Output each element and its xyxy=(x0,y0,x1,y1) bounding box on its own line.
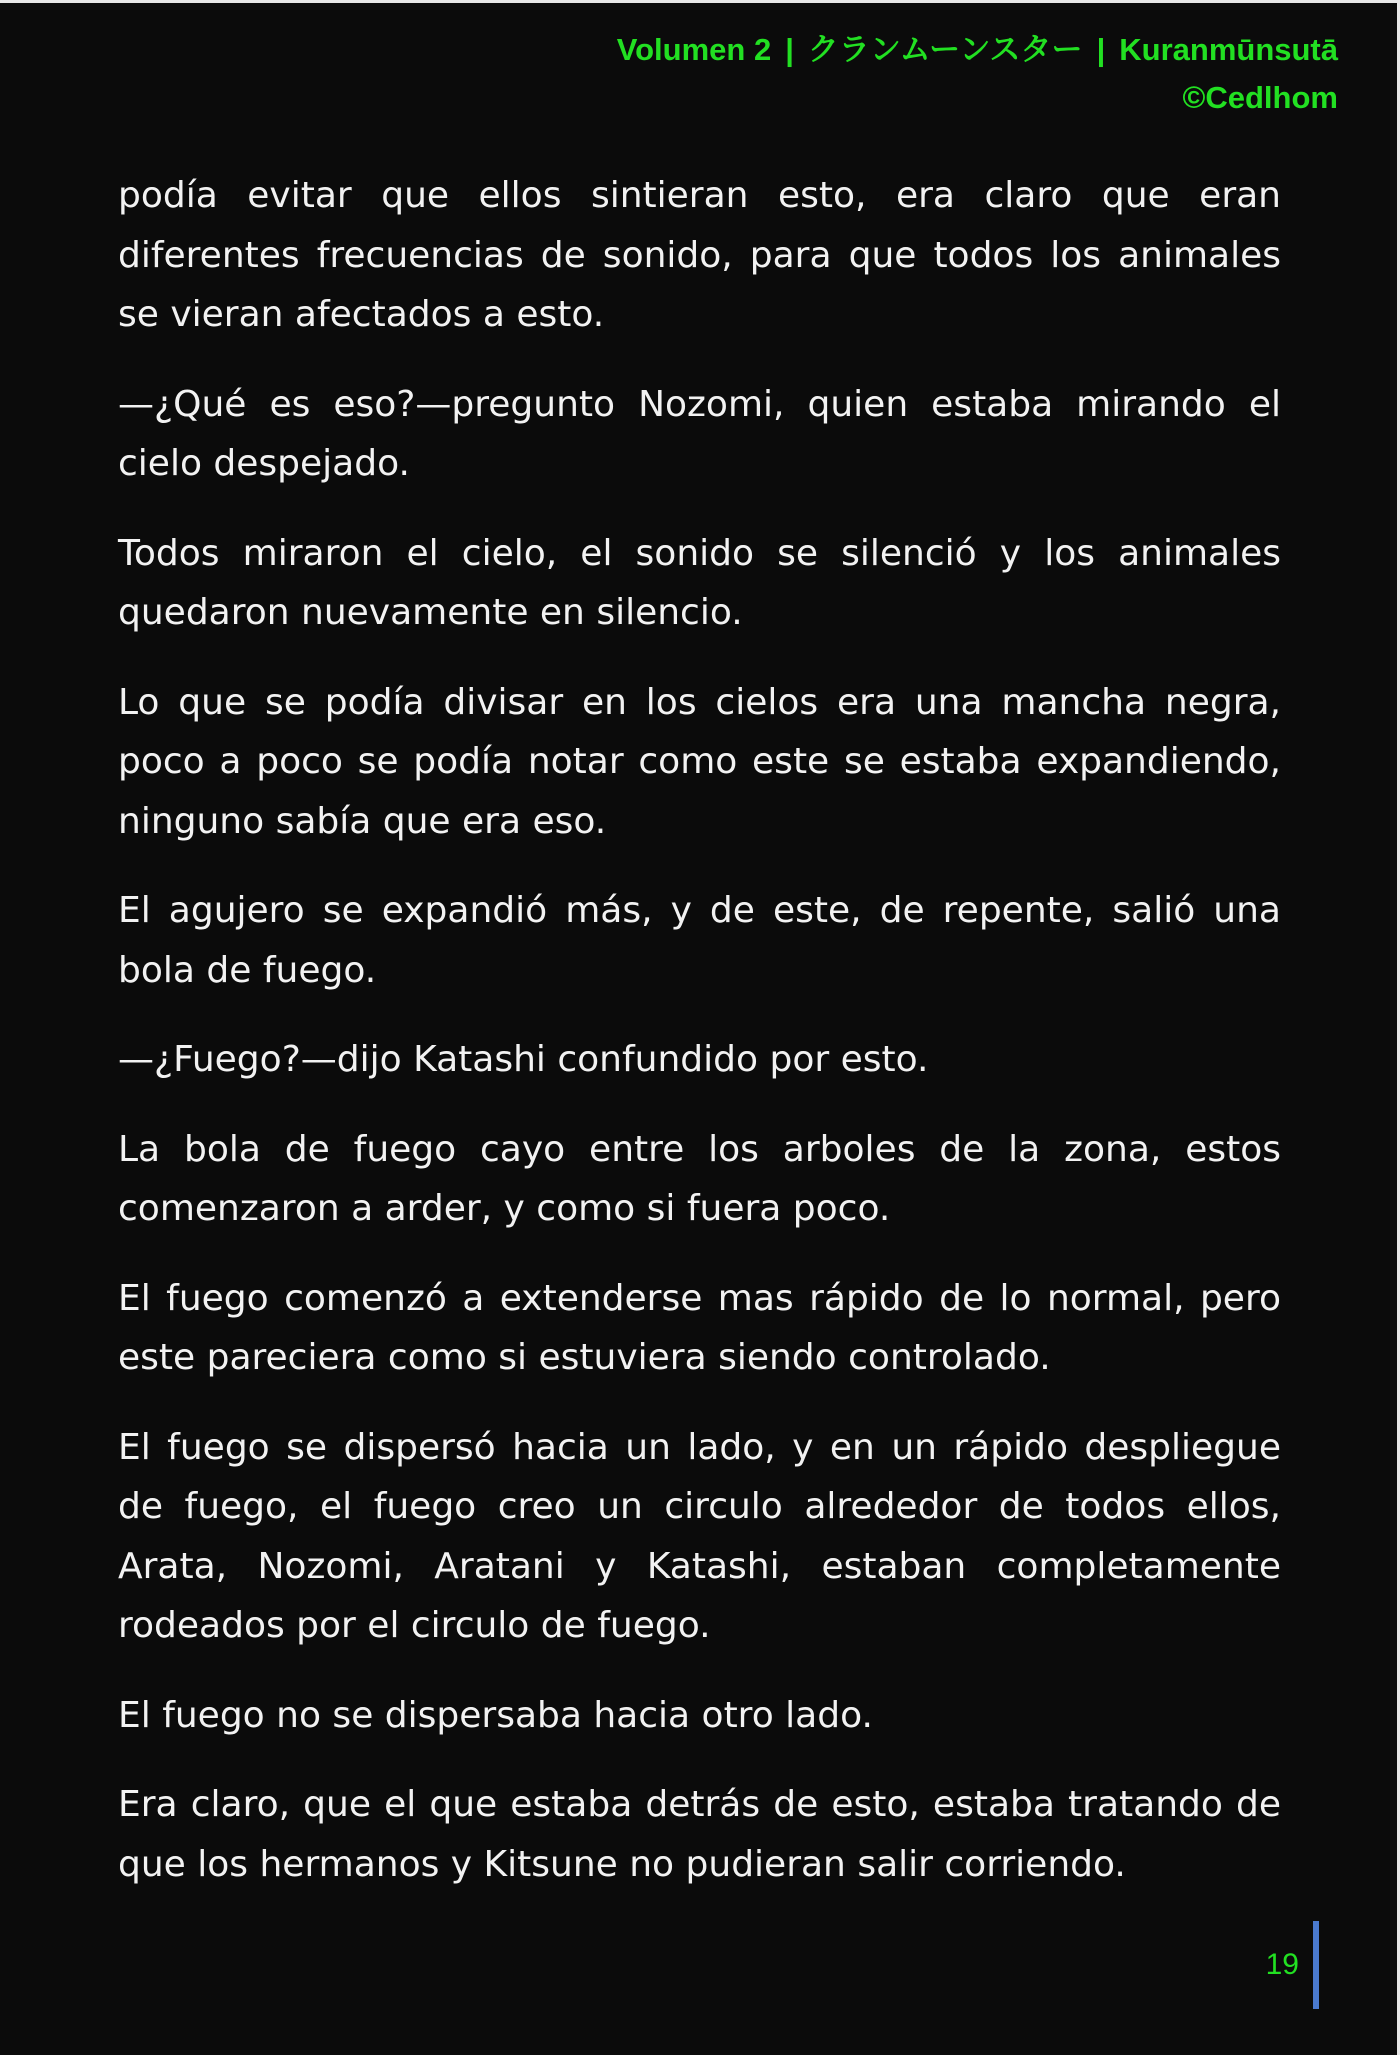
paragraph: Era claro, que el que estaba detrás de esto, estaba tratando de que los hermanos y Kitsune no pudieran salir corriendo. xyxy=(118,1784,1281,1885)
page-number: 19 xyxy=(1265,1948,1299,1981)
header-title-jp: クランムーンスター xyxy=(807,32,1083,67)
header-title-romaji: Kuranmūnsutā xyxy=(1119,32,1338,67)
header-volume: Volumen 2 xyxy=(616,32,772,67)
page-edge-top xyxy=(0,0,1400,3)
paragraph: podía evitar que ellos sintieran esto, era claro que eran diferentes frecuencias de sonido, para que todos los animales se vieran afectados a esto. xyxy=(118,175,1281,335)
paragraph: El agujero se expandió más, y de este, de repente, salió una bola de fuego. xyxy=(118,890,1281,991)
paragraph: La bola de fuego cayo entre los arboles de la zona, estos comenzaron a arder, y como si fuera poco. xyxy=(118,1128,1281,1229)
header-separator-1: | xyxy=(785,32,794,67)
paragraph: —¿Qué es eso?—pregunto Nozomi, quien estaba mirando el cielo despejado. xyxy=(118,383,1281,484)
paragraph: El fuego comenzó a extenderse mas rápido de lo normal, pero este pareciera como si estuviera siendo controlado. xyxy=(118,1277,1281,1378)
running-header xyxy=(617,26,1338,122)
page-footer xyxy=(1266,1921,1319,2009)
header-copyright: ©Cedlhom xyxy=(1182,80,1338,115)
page-body xyxy=(118,166,1281,1924)
page-number-rule xyxy=(1313,1921,1319,2009)
paragraph: Todos miraron el cielo, el sonido se silenció y los animales quedaron nuevamente en silencio. xyxy=(118,532,1281,633)
paragraph: El fuego se dispersó hacia un lado, y en un rápido despliegue de fuego, el fuego creo un circulo alrededor de todos ellos, Arata, Nozomi, Aratani y Katashi, estaban completamente rodeados por el circulo de fuego. xyxy=(118,1426,1281,1646)
paragraph: El fuego no se dispersaba hacia otro lado. xyxy=(118,1694,873,1736)
header-separator-2: | xyxy=(1096,32,1106,67)
header-title-line xyxy=(617,26,1338,74)
paragraph: Lo que se podía divisar en los cielos era una mancha negra, poco a poco se podía notar como este se estaba expandiendo, ninguno sabía que era eso. xyxy=(118,681,1281,842)
paragraph: —¿Fuego?—dijo Katashi confundido por esto. xyxy=(118,1039,929,1080)
